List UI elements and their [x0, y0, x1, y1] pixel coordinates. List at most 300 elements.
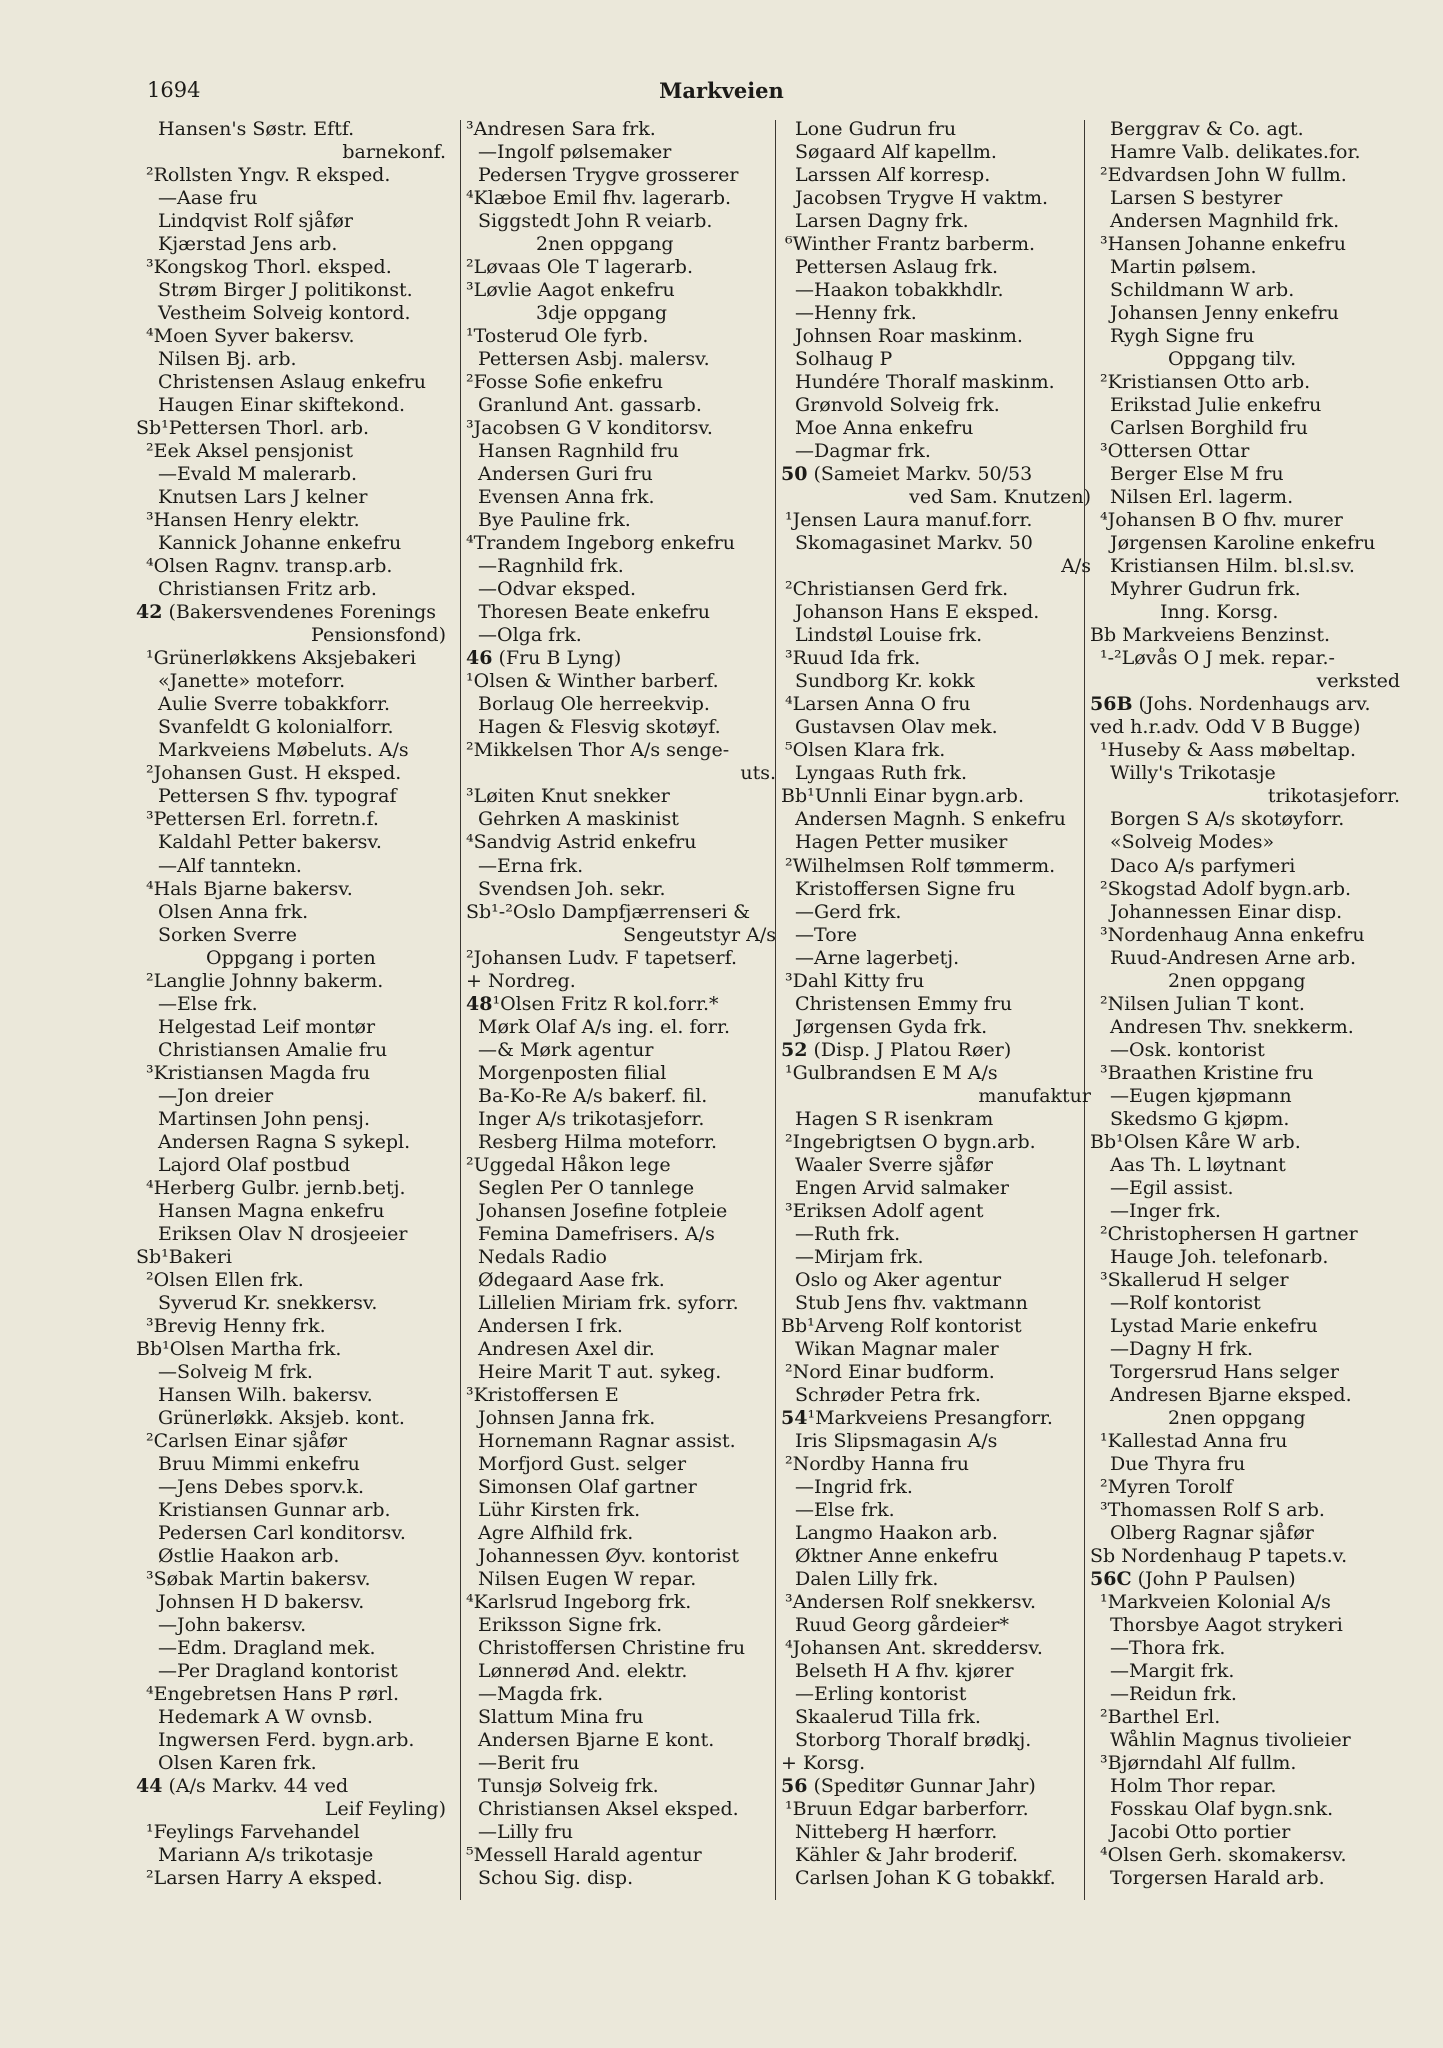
entry-text: 56 (Speditør Gunnar Jahr) — [781, 1775, 1036, 1798]
entry-text: Syverud Kr. snekkersv. — [158, 1291, 378, 1314]
directory-entry — [781, 1154, 1091, 1177]
entry-text: ³Braathen Kristine fru — [1100, 1061, 1314, 1084]
entry-text: 56B (Johs. Nordenhaugs arv. — [1090, 693, 1371, 716]
entry-text: Vestheim Solveig kontord. — [158, 302, 411, 325]
entry-text: Strøm Birger J politikonst. — [158, 279, 413, 302]
directory-entry — [781, 394, 1091, 417]
entry-text: 56C (John P Paulsen) — [1090, 1567, 1296, 1590]
directory-entry — [1090, 1246, 1400, 1269]
directory-entry — [781, 509, 1091, 532]
entry-text: Schou Sig. disp. — [478, 1867, 634, 1890]
page-number: 1694 — [147, 78, 201, 102]
entry-text: Kannick Johanne enkefru — [158, 532, 402, 555]
directory-entry — [781, 993, 1091, 1016]
directory-entry — [781, 371, 1091, 394]
directory-entry — [1090, 1752, 1400, 1775]
entry-text: Larssen Alf korresp. — [795, 164, 991, 187]
directory-entry — [466, 970, 776, 993]
entry-text: ²Rollsten Yngv. R eksped. — [146, 164, 391, 187]
entry-text: Kristiansen Hilm. bl.sl.sv. — [1110, 555, 1355, 578]
entry-text: Siggstedt John R veiarb. — [478, 210, 713, 233]
entry-text: Erikstad Julie enkefru — [1110, 394, 1322, 417]
directory-entry — [466, 1384, 776, 1407]
entry-text: Kähler & Jahr broderif. — [795, 1844, 1019, 1867]
entry-text: Inng. Korsg. — [1160, 601, 1279, 624]
directory-entry — [781, 1591, 1091, 1614]
entry-text: Bb Markveiens Benzinst. — [1090, 624, 1331, 647]
directory-entry — [466, 1591, 776, 1614]
directory-entry — [1090, 1637, 1400, 1660]
directory-entry — [136, 716, 446, 739]
entry-text: ⁴Herberg Gulbr. jernb.betj. — [146, 1176, 406, 1199]
directory-entry — [136, 1223, 446, 1246]
directory-entry — [466, 670, 776, 693]
directory-entry — [466, 1522, 776, 1545]
directory-entry — [466, 1614, 776, 1637]
entry-text: ²Eek Aksel pensjonist — [146, 440, 354, 463]
house-number: 54 — [781, 1406, 808, 1429]
entry-text: Bb¹Olsen Martha frk. — [136, 1337, 342, 1360]
entry-text: —Erling kontorist — [795, 1683, 967, 1706]
directory-entry — [781, 1476, 1091, 1499]
entry-text: —Reidun frk. — [1110, 1683, 1237, 1706]
directory-entry — [1090, 808, 1400, 831]
directory-entry — [466, 532, 776, 555]
entry-text: Carlsen Borghild fru — [1110, 417, 1308, 440]
entry-text: —Berit fru — [478, 1752, 580, 1775]
entry-text: Olsen Anna frk. — [158, 900, 309, 923]
entry-text: Sb¹Bakeri — [136, 1245, 233, 1268]
directory-entry — [136, 1269, 446, 1292]
directory-entry — [781, 1821, 1091, 1844]
directory-entry — [136, 1522, 446, 1545]
entry-text: Dalen Lilly frk. — [795, 1567, 939, 1590]
entry-text: Svendsen Joh. sekr. — [478, 877, 666, 900]
entry-text: Gustavsen Olav mek. — [795, 716, 998, 739]
entry-text: ²Mikkelsen Thor A/s senge- — [466, 739, 730, 762]
entry-text: 2nen oppgang — [1168, 1406, 1306, 1429]
directory-entry — [136, 1821, 446, 1844]
directory-entry — [466, 878, 776, 901]
entry-text: Thorsbye Aagot strykeri — [1110, 1614, 1343, 1637]
entry-text: Eriksson Signe frk. — [478, 1614, 663, 1637]
directory-entry — [136, 1039, 446, 1062]
entry-text: 42 (Bakersvendenes Forenings — [136, 601, 437, 624]
directory-entry — [781, 463, 1091, 486]
entry-text: verksted — [1316, 670, 1400, 693]
entry-text: Wåhlin Magnus tivolieier — [1110, 1729, 1351, 1752]
entry-text: Haugen Einar skiftekond. — [158, 394, 406, 417]
directory-entry — [781, 1729, 1091, 1752]
entry-text: —Else frk. — [795, 1498, 895, 1521]
directory-entry — [1090, 831, 1400, 854]
entry-text: «Janette» moteforr. — [158, 670, 346, 693]
directory-entry — [1090, 693, 1400, 716]
directory-entry — [1090, 325, 1400, 348]
entry-text: ¹Huseby & Aass møbeltap. — [1100, 739, 1356, 762]
directory-entry — [136, 118, 446, 141]
directory-entry — [466, 1361, 776, 1384]
entry-text: Knutsen Lars J kelner — [158, 486, 368, 509]
directory-entry — [1090, 1108, 1400, 1131]
entry-text: Evensen Anna frk. — [478, 486, 655, 509]
directory-entry — [466, 901, 776, 924]
entry-text: ³Dahl Kitty fru — [785, 969, 925, 992]
directory-entry — [466, 762, 776, 785]
directory-entry — [136, 693, 446, 716]
entry-text: —Dagmar frk. — [795, 440, 931, 463]
directory-entry — [1090, 1292, 1400, 1315]
directory-entry — [136, 1085, 446, 1108]
directory-entry — [781, 486, 1091, 509]
directory-entry — [1090, 624, 1400, 647]
entry-text: Willy's Trikotasje — [1110, 762, 1276, 785]
directory-entry — [781, 1706, 1091, 1729]
entry-text: Andersen Bjarne E kont. — [478, 1729, 715, 1752]
directory-entry — [466, 509, 776, 532]
directory-entry — [781, 1683, 1091, 1706]
directory-entry — [466, 1821, 776, 1844]
directory-entry — [1090, 1016, 1400, 1039]
entry-text: Christensen Aslaug enkefru — [158, 371, 426, 394]
entry-text: Heire Marit T aut. sykeg. — [478, 1360, 722, 1383]
entry-text: Grønvold Solveig frk. — [795, 394, 1000, 417]
entry-text: Johannessen Øyv. kontorist — [478, 1544, 740, 1567]
entry-text: —Gerd frk. — [795, 900, 902, 923]
directory-entry — [1090, 1591, 1400, 1614]
entry-text: 44 (A/s Markv. 44 ved — [136, 1775, 349, 1798]
directory-entry — [1090, 1522, 1400, 1545]
directory-entry — [136, 440, 446, 463]
entry-text: Hamre Valb. delikates.for. — [1110, 141, 1361, 164]
directory-entry — [466, 1085, 776, 1108]
directory-entry — [781, 417, 1091, 440]
directory-entry — [781, 1200, 1091, 1223]
entry-text: ¹Kallestad Anna fru — [1100, 1429, 1288, 1452]
directory-entry — [781, 1223, 1091, 1246]
directory-entry — [136, 1246, 446, 1269]
directory-entry — [781, 1269, 1091, 1292]
entry-text: Aas Th. L løytnant — [1110, 1153, 1286, 1176]
directory-entry — [781, 1338, 1091, 1361]
entry-text: Berger Else M fru — [1110, 463, 1284, 486]
directory-entry — [1090, 1545, 1400, 1568]
directory-entry — [466, 417, 776, 440]
directory-entry — [781, 578, 1091, 601]
directory-entry — [1090, 141, 1400, 164]
entry-text: Johnsen H D bakersv. — [158, 1591, 365, 1613]
entry-text: Engen Arvid salmaker — [795, 1176, 1009, 1199]
directory-entry — [136, 1545, 446, 1568]
directory-entry — [1090, 1200, 1400, 1223]
directory-entry — [1090, 1798, 1400, 1821]
directory-entry — [1090, 762, 1400, 785]
directory-entry — [466, 348, 776, 371]
entry-text: ³Ottersen Ottar — [1100, 440, 1250, 463]
entry-text: ³Bjørndahl Alf fullm. — [1100, 1752, 1297, 1775]
entry-text: Ødegaard Aase frk. — [478, 1268, 665, 1291]
directory-entry — [136, 993, 446, 1016]
directory-entry — [781, 1108, 1091, 1131]
directory-entry — [136, 1430, 446, 1453]
directory-entry — [136, 1062, 446, 1085]
directory-entry — [1090, 716, 1400, 739]
entry-text: Andersen Ragna S sykepl. — [158, 1130, 411, 1153]
directory-entry — [466, 1292, 776, 1315]
directory-entry — [781, 141, 1091, 164]
entry-text: ³Pettersen Erl. forretn.f. — [146, 808, 379, 831]
entry-text: 54¹Markveiens Presangforr. — [781, 1406, 1053, 1429]
directory-entry — [466, 325, 776, 348]
entry-text: ¹Gulbrandsen E M A/s — [785, 1061, 998, 1084]
directory-entry — [466, 187, 776, 210]
entry-text: ²Kristiansen Otto arb. — [1100, 371, 1311, 394]
entry-text: —Per Dragland kontorist — [158, 1660, 398, 1683]
entry-text: 2nen oppgang — [536, 233, 674, 256]
directory-entry — [136, 924, 446, 947]
directory-entry — [136, 509, 446, 532]
entry-text: —Egil assist. — [1110, 1176, 1234, 1199]
entry-text: Skedsmo G kjøpm. — [1110, 1107, 1290, 1130]
entry-text: Johansen Jenny enkefru — [1110, 302, 1339, 325]
directory-entry — [136, 739, 446, 762]
directory-entry — [466, 1706, 776, 1729]
directory-entry — [781, 1430, 1091, 1453]
directory-entry — [1090, 924, 1400, 947]
entry-text: Gehrken A maskinist — [478, 808, 679, 831]
directory-entry — [1090, 855, 1400, 878]
entry-text: Leif Feyling) — [324, 1798, 446, 1821]
directory-entry — [781, 1545, 1091, 1568]
directory-entry — [781, 256, 1091, 279]
directory-entry — [466, 716, 776, 739]
entry-text: Rygh Signe fru — [1110, 325, 1255, 348]
directory-entry — [136, 1499, 446, 1522]
entry-text: Torgersen Harald arb. — [1110, 1867, 1325, 1890]
entry-text: ⁴Johansen B O fhv. murer — [1100, 509, 1343, 532]
directory-entry — [136, 1453, 446, 1476]
entry-text: ²Christophersen H gartner — [1100, 1222, 1358, 1245]
entry-text: Martinsen John pensj. — [158, 1107, 370, 1130]
directory-entry — [466, 808, 776, 831]
entry-text: ²Larsen Harry A eksped. — [146, 1867, 383, 1890]
directory-entry — [1090, 1039, 1400, 1062]
entry-text: Pensionsfond) — [311, 624, 446, 647]
entry-text: ³Andresen Sara frk. — [466, 118, 656, 140]
entry-text: ³Eriksen Adolf agent — [785, 1199, 984, 1222]
directory-entry — [1090, 1844, 1400, 1867]
entry-text: Oppgang i porten — [206, 946, 376, 969]
entry-text: —Edm. Dragland mek. — [158, 1637, 376, 1660]
entry-text: Simonsen Olaf gartner — [478, 1475, 697, 1498]
entry-text: Seglen Per O tannlege — [478, 1176, 695, 1199]
directory-entry — [466, 601, 776, 624]
directory-entry — [781, 1775, 1091, 1798]
directory-entry — [136, 601, 446, 624]
entry-text: ³Hansen Johanne enkefru — [1100, 233, 1346, 256]
entry-text: Stub Jens fhv. vaktmann — [795, 1291, 1028, 1314]
entry-text: —Ingolf pølsemaker — [478, 141, 672, 164]
entry-text: Lyngaas Ruth frk. — [795, 762, 967, 785]
entry-text: ²Skogstad Adolf bygn.arb. — [1100, 877, 1352, 900]
directory-entry — [1090, 1729, 1400, 1752]
entry-text: —Mirjam frk. — [795, 1245, 924, 1268]
directory-entry — [136, 1131, 446, 1154]
directory-entry — [136, 371, 446, 394]
entry-text: Bb¹Arveng Rolf kontorist — [781, 1314, 1022, 1337]
directory-entry — [1090, 1499, 1400, 1522]
directory-entry — [466, 1154, 776, 1177]
entry-text: —Jens Debes sporv.k. — [158, 1475, 365, 1498]
directory-entry — [781, 1407, 1091, 1430]
entry-text: ⁴Engebretsen Hans P rørl. — [146, 1683, 399, 1706]
entry-text: Lone Gudrun fru — [795, 118, 957, 140]
directory-entry — [136, 1384, 446, 1407]
house-number: 56B — [1090, 693, 1133, 716]
directory-entry — [466, 1108, 776, 1131]
directory-entry — [136, 417, 446, 440]
entry-text: Martin pølsem. — [1110, 256, 1257, 279]
directory-entry — [466, 302, 776, 325]
entry-text: ²Myren Torolf — [1100, 1475, 1233, 1498]
directory-entry — [466, 1867, 776, 1890]
directory-entry — [1090, 279, 1400, 302]
column-divider — [460, 120, 461, 1900]
entry-text: Schildmann W arb. — [1110, 279, 1295, 302]
directory-entry — [136, 141, 446, 164]
entry-text: uts. — [740, 762, 776, 785]
entry-text: Hauge Joh. telefonarb. — [1110, 1245, 1329, 1268]
directory-entry — [1090, 901, 1400, 924]
directory-entry — [1090, 1223, 1400, 1246]
directory-entry — [1090, 1453, 1400, 1476]
directory-entry — [1090, 555, 1400, 578]
directory-entry — [136, 279, 446, 302]
entry-text: Hagen Petter musiker — [795, 831, 1008, 854]
directory-entry — [1090, 1361, 1400, 1384]
entry-text: —Margit frk. — [1110, 1660, 1235, 1683]
directory-entry — [466, 1453, 776, 1476]
entry-text: Nilsen Erl. lagerm. — [1110, 486, 1294, 509]
entry-text: Pettersen Asbj. malersv. — [478, 348, 710, 371]
directory-entry — [1090, 118, 1400, 141]
entry-text: —Osk. kontorist — [1110, 1038, 1265, 1061]
directory-entry — [466, 118, 776, 141]
directory-entry — [466, 1246, 776, 1269]
entry-text: A/s — [1061, 555, 1091, 578]
entry-text: Østlie Haakon arb. — [158, 1544, 340, 1567]
directory-entry — [781, 1867, 1091, 1890]
directory-entry — [466, 855, 776, 878]
entry-text: ²Johansen Gust. H eksped. — [146, 762, 402, 785]
directory-entry — [466, 1430, 776, 1453]
directory-entry — [1090, 256, 1400, 279]
entry-text: Tunsjø Solveig frk. — [478, 1775, 659, 1798]
directory-entry — [781, 1361, 1091, 1384]
directory-entry — [136, 555, 446, 578]
directory-entry — [781, 1039, 1091, 1062]
directory-entry — [136, 1683, 446, 1706]
directory-entry — [466, 578, 776, 601]
directory-entry — [136, 855, 446, 878]
entry-text: ⁴Trandem Ingeborg enkefru — [466, 532, 736, 555]
directory-entry — [136, 1568, 446, 1591]
directory-entry — [466, 1568, 776, 1591]
entry-text: Hedemark A W ovnsb. — [158, 1706, 373, 1729]
house-number: 42 — [136, 601, 163, 624]
directory-entry — [466, 1752, 776, 1775]
entry-text: ³Søbak Martin bakersv. — [146, 1567, 371, 1590]
directory-entry — [466, 164, 776, 187]
directory-entry — [136, 831, 446, 854]
directory-entry — [781, 1062, 1091, 1085]
entry-text: «Solveig Modes» — [1110, 831, 1275, 854]
directory-entry — [136, 970, 446, 993]
directory-entry — [781, 325, 1091, 348]
directory-entry — [781, 785, 1091, 808]
entry-text: Hagen S R isenkram — [795, 1107, 994, 1130]
directory-entry — [466, 371, 776, 394]
directory-entry — [136, 1177, 446, 1200]
entry-text: Oppgang tilv. — [1168, 348, 1297, 371]
entry-text: ³Hansen Henry elektr. — [146, 509, 360, 532]
directory-entry — [466, 233, 776, 256]
entry-text: Carlsen Johan K G tobakkf. — [795, 1867, 1056, 1890]
directory-entry — [781, 762, 1091, 785]
directory-entry — [1090, 1338, 1400, 1361]
directory-entry — [136, 947, 446, 970]
entry-text: Storborg Thoralf brødkj. — [795, 1729, 1032, 1752]
entry-text: ³Nordenhaug Anna enkefru — [1100, 923, 1365, 946]
entry-text: Andersen Guri fru — [478, 463, 653, 486]
entry-text: Søgaard Alf kapellm. — [795, 141, 997, 164]
directory-entry — [1090, 394, 1400, 417]
directory-entry — [136, 1775, 446, 1798]
directory-entry — [136, 463, 446, 486]
entry-text: —Dagny H frk. — [1110, 1337, 1254, 1360]
directory-entry — [136, 1200, 446, 1223]
entry-text: Hansen Magna enkefru — [158, 1199, 385, 1222]
directory-entry — [781, 210, 1091, 233]
entry-text: ³Skallerud H selger — [1100, 1268, 1289, 1291]
directory-entry — [1090, 1867, 1400, 1890]
directory-entry — [781, 1614, 1091, 1637]
entry-text: Hagen & Flesvig skotøyf. — [478, 716, 721, 739]
entry-text: —& Mørk agentur — [478, 1038, 654, 1061]
entry-text: Olsen Karen frk. — [158, 1752, 317, 1775]
entry-text: ³Kristiansen Magda fru — [146, 1061, 371, 1084]
entry-text: barnekonf. — [342, 141, 446, 164]
entry-text: ¹Olsen & Winther barberf. — [466, 670, 719, 693]
house-number: 56 — [781, 1775, 808, 1798]
directory-entry — [1090, 532, 1400, 555]
entry-text: —Solveig M frk. — [158, 1360, 313, 1383]
entry-text: Inger A/s trikotasjeforr. — [478, 1107, 705, 1130]
house-number: 52 — [781, 1038, 808, 1061]
directory-entry — [781, 1131, 1091, 1154]
entry-text: Hansen Wilh. bakersv. — [158, 1383, 373, 1406]
directory-entry — [466, 1637, 776, 1660]
entry-text: ²Barthel Erl. — [1100, 1706, 1221, 1729]
directory-entry — [136, 210, 446, 233]
directory-entry — [466, 210, 776, 233]
entry-text: Berggrav & Co. agt. — [1110, 118, 1304, 140]
directory-entry — [781, 716, 1091, 739]
directory-entry — [781, 348, 1091, 371]
entry-text: Skaalerud Tilla frk. — [795, 1706, 981, 1729]
directory-entry — [781, 947, 1091, 970]
entry-text: Nitteberg H hærforr. — [795, 1821, 998, 1844]
